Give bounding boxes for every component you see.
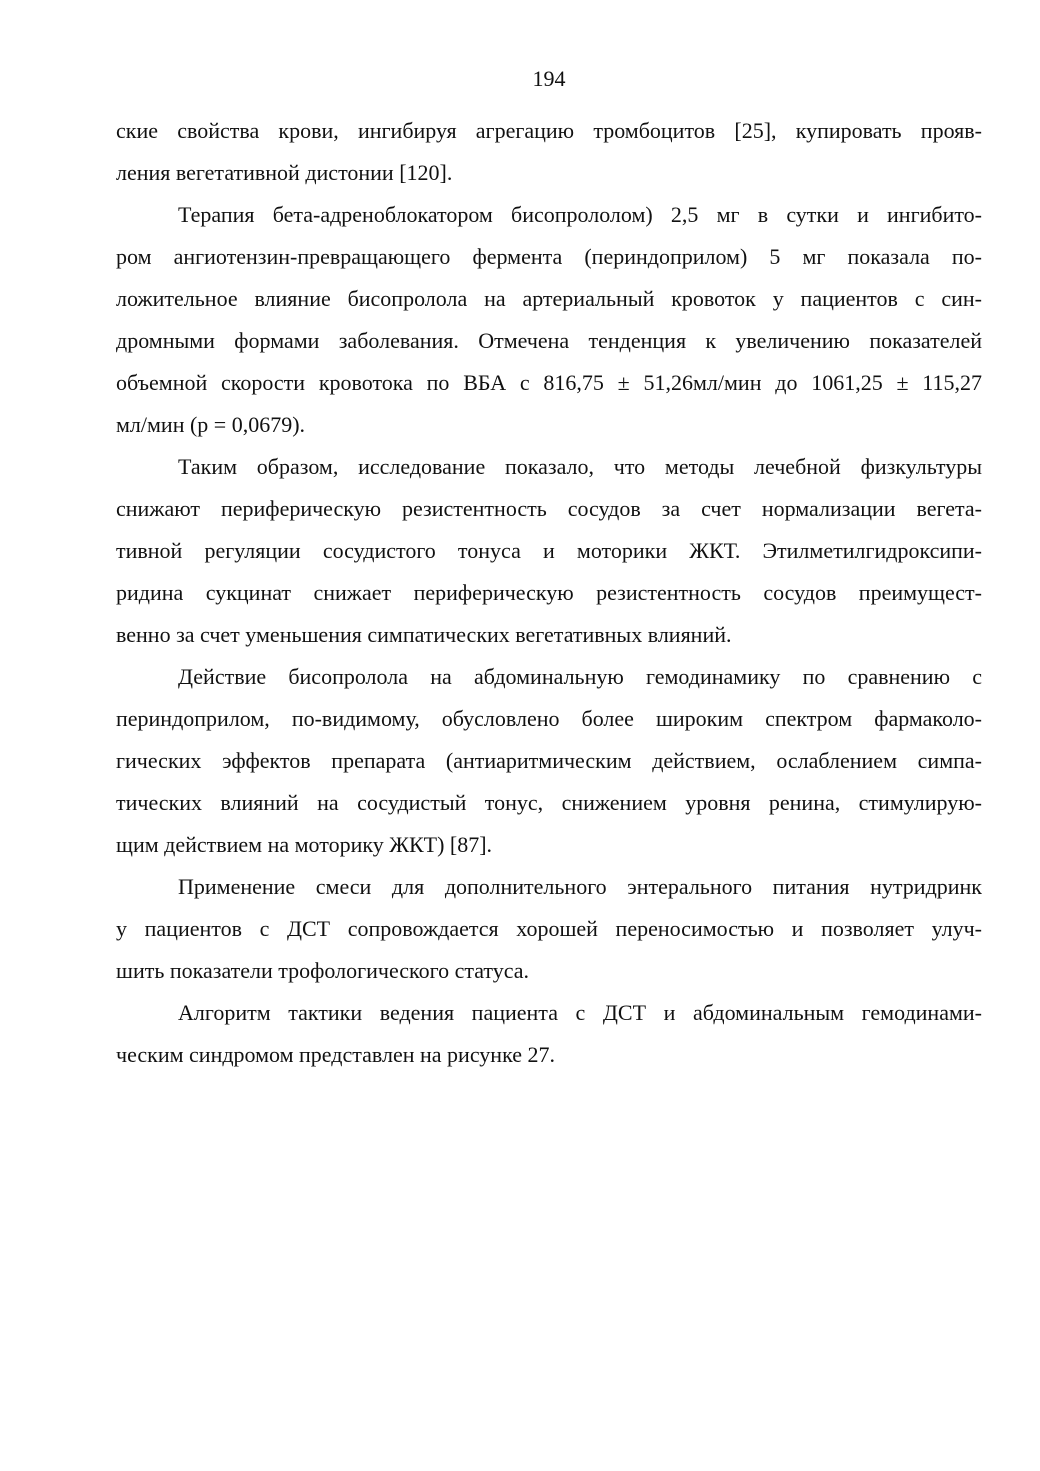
paragraph-line: дромными формами заболевания. Отмечена тенденция к увеличению показателей	[116, 328, 982, 353]
document-body	[116, 110, 982, 1076]
paragraph-line: тических влияний на сосудистый тонус, снижением уровня ренина, стимулирую-	[116, 790, 982, 815]
paragraph-line: Терапия бета-адреноблокатором бисопрололом) 2,5 мг в сутки и ингибито-	[178, 202, 982, 227]
document-page	[116, 58, 982, 1076]
paragraph-line: ридина сукцинат снижает периферическую резистентность сосудов преимущест-	[116, 580, 982, 605]
paragraph-line: снижают периферическую резистентность сосудов за счет нормализации вегета-	[116, 496, 982, 521]
paragraph	[116, 866, 982, 992]
paragraph-line: ложительное влияние бисопролола на артериальный кровоток у пациентов с син-	[116, 286, 982, 311]
paragraph-line: шить показатели трофологического статуса.	[116, 958, 530, 983]
paragraph-line: венно за счет уменьшения симпатических вегетативных влияний.	[116, 622, 732, 647]
paragraph-line: Применение смеси для дополнительного энтерального питания нутридринк	[178, 874, 982, 899]
paragraph-line: щим действием на моторику ЖКТ) [87].	[116, 832, 493, 857]
paragraph-line: мл/мин (p = 0,0679).	[116, 412, 306, 437]
paragraph	[116, 194, 982, 446]
paragraph-line: периндоприлом, по-видимому, обусловлено более широким спектром фармаколо-	[116, 706, 982, 731]
paragraph-line: Таким образом, исследование показало, что методы лечебной физкультуры	[178, 454, 982, 479]
paragraph-line: ские свойства крови, ингибируя агрегацию тромбоцитов [25], купировать прояв-	[116, 118, 982, 143]
paragraph-line: ления вегетативной дистонии [120].	[116, 160, 453, 185]
paragraph-line: тивной регуляции сосудистого тонуса и моторики ЖКТ. Этилметилгидроксипи-	[116, 538, 982, 563]
paragraph-line: гических эффектов препарата (антиаритмическим действием, ослаблением симпа-	[116, 748, 982, 773]
paragraph-line: ческим синдромом представлен на рисунке 27.	[116, 1042, 555, 1067]
paragraph-line: ром ангиотензин-превращающего фермента (периндоприлом) 5 мг показала по-	[116, 244, 982, 269]
paragraph-line: объемной скорости кровотока по ВБА с 816,75 ± 51,26мл/мин до 1061,25 ± 115,27	[116, 370, 982, 395]
paragraph-line: у пациентов с ДСТ сопровождается хорошей переносимостью и позволяет улуч-	[116, 916, 982, 941]
paragraph	[116, 110, 982, 194]
paragraph	[116, 656, 982, 866]
paragraph	[116, 446, 982, 656]
paragraph	[116, 992, 982, 1076]
page-number: 194	[532, 66, 566, 91]
paragraph-line: Действие бисопролола на абдоминальную гемодинамику по сравнению с	[178, 664, 982, 689]
paragraph-line: Алгоритм тактики ведения пациента с ДСТ и абдоминальным гемодинами-	[178, 1000, 982, 1025]
